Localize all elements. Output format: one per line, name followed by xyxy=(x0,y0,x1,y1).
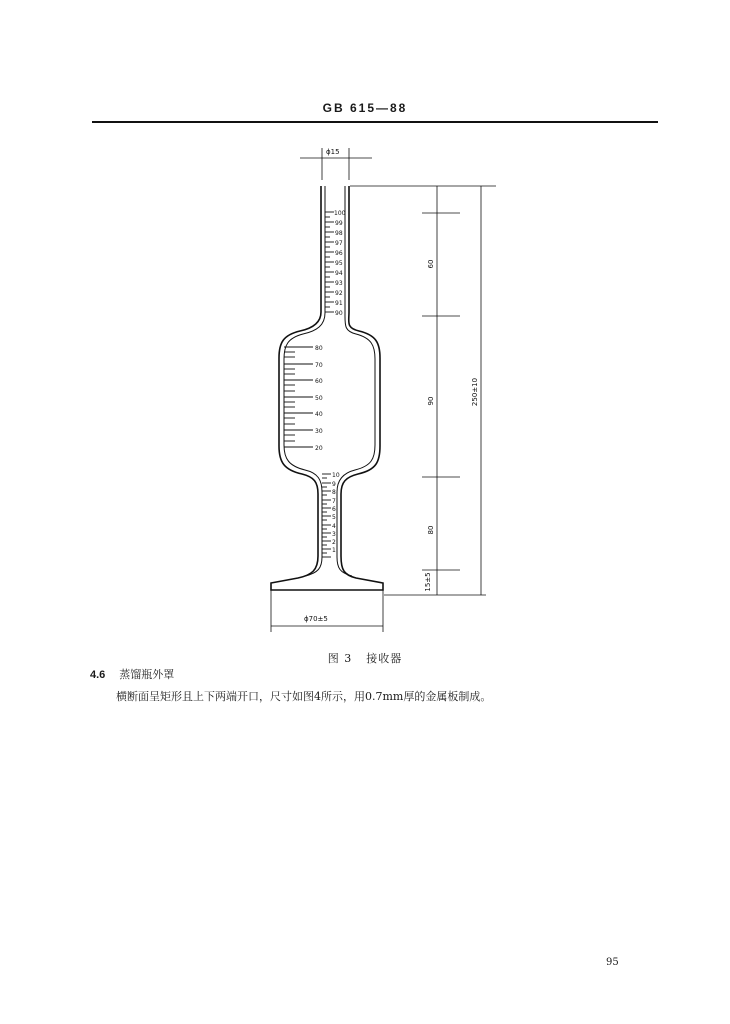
top-diameter-label: ϕ15 xyxy=(326,148,340,156)
upper-scale-label-90: 90 xyxy=(335,310,343,317)
lower-scale-ticks xyxy=(322,474,331,557)
upper-scale-label-91: 91 xyxy=(335,300,343,307)
upper-scale-label-95: 95 xyxy=(335,260,343,267)
section-title: 蒸馏瓶外罩 xyxy=(119,668,175,681)
middle-scale-ticks xyxy=(284,347,313,447)
lower-scale-label-6: 6 xyxy=(332,506,336,513)
upper-scale-label-94: 94 xyxy=(335,270,343,277)
upper-scale-label-96: 96 xyxy=(335,250,343,257)
middle-scale-label-70: 70 xyxy=(315,362,323,369)
dim-upper-label: 60 xyxy=(427,259,435,269)
receiver-outline-inner xyxy=(284,186,375,576)
figure-caption xyxy=(0,650,730,666)
dim-total-label: 250±10 xyxy=(471,377,479,407)
lower-scale-label-7: 7 xyxy=(332,498,336,505)
upper-scale-label-97: 97 xyxy=(335,240,343,247)
upper-scale-label-99: 99 xyxy=(335,220,343,227)
middle-scale-label-50: 50 xyxy=(315,395,323,402)
upper-scale-label-93: 93 xyxy=(335,280,343,287)
standard-code-header: GB 615—88 xyxy=(322,101,408,115)
section-number: 4.6 xyxy=(90,669,106,681)
dim-middle-label: 90 xyxy=(427,396,435,406)
dim-lower-label: 80 xyxy=(427,525,435,535)
upper-scale-label-98: 98 xyxy=(335,230,343,237)
lower-scale-label-3: 3 xyxy=(332,531,336,538)
section-heading xyxy=(90,666,174,682)
middle-scale-label-30: 30 xyxy=(315,428,323,435)
middle-scale-label-40: 40 xyxy=(315,411,323,418)
dim-bottom-label: 15±5 xyxy=(424,572,432,592)
upper-scale-label-100: 100 xyxy=(334,210,346,217)
lower-scale-label-8: 8 xyxy=(332,489,336,496)
lower-scale-label-10: 10 xyxy=(332,472,340,479)
section-body-text: 横断面呈矩形且上下两端开口，尺寸如图4所示，用0.7mm厚的金属板制成。 xyxy=(116,690,492,703)
middle-scale-label-80: 80 xyxy=(315,345,323,352)
lower-scale-label-1: 1 xyxy=(332,547,336,554)
page-number: 95 xyxy=(606,957,619,968)
lower-scale-label-4: 4 xyxy=(332,523,336,530)
middle-scale-label-60: 60 xyxy=(315,378,323,385)
figure-number: 图 3 xyxy=(327,652,353,665)
lower-scale-label-9: 9 xyxy=(332,481,336,488)
lower-scale-label-5: 5 xyxy=(332,514,336,521)
figure-title: 接收器 xyxy=(366,652,403,665)
middle-scale-label-20: 20 xyxy=(315,445,323,452)
base-diameter-label: ϕ70±5 xyxy=(304,615,328,623)
upper-scale-ticks xyxy=(325,212,334,312)
upper-scale-label-92: 92 xyxy=(335,290,343,297)
lower-scale-label-2: 2 xyxy=(332,539,336,546)
